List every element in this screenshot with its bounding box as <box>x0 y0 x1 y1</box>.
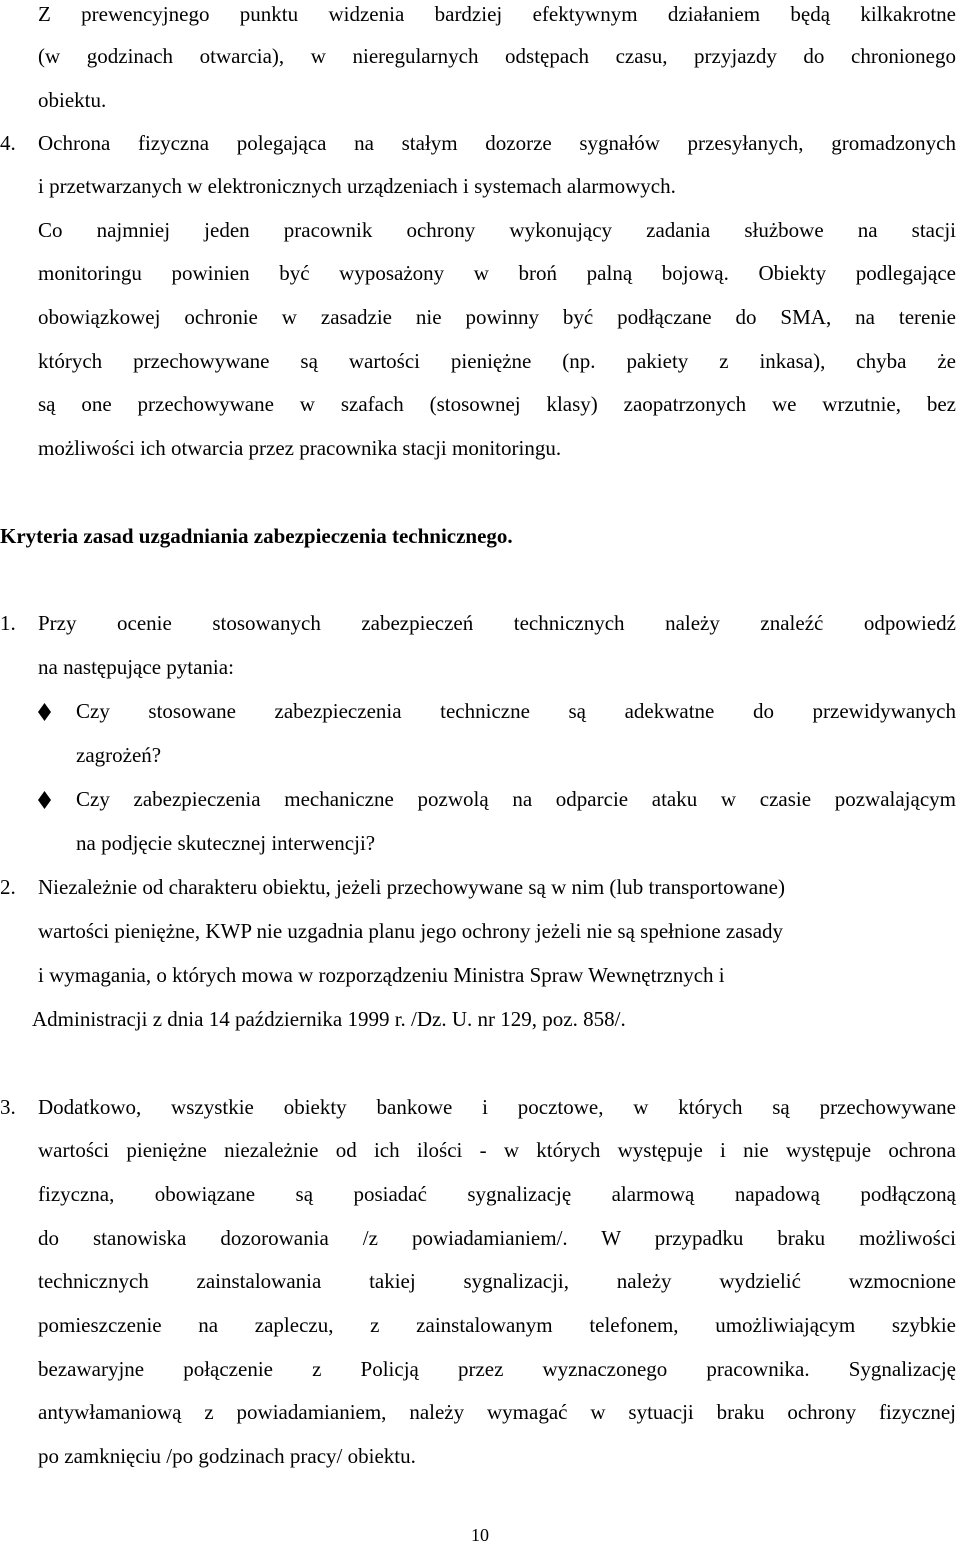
text-line: możliwości ich otwarcia przez pracownika stacji monitoringu. <box>38 436 562 460</box>
text-line: Z prewencyjnego punktu widzenia bardziej efektywnym działaniem będą kilkakrotne <box>38 2 956 26</box>
text-line: Przy ocenie stosowanych zabezpieczeń technicznych należy znaleźć odpowiedź <box>38 611 956 635</box>
text-line: technicznych zainstalowania takiej sygnalizacji, należy wydzielić wzmocnione <box>38 1269 956 1293</box>
text-line: pomieszczenie na zapleczu, z zainstalowanym telefonem, umożliwiającym szybkie <box>38 1313 956 1337</box>
text-line: Czy zabezpieczenia mechaniczne pozwolą na odparcie ataku w czasie pozwalającym <box>76 787 956 811</box>
text-line: Co najmniej jeden pracownik ochrony wykonujący zadania służbowe na stacji <box>38 218 956 242</box>
text-line: i przetwarzanych w elektronicznych urządzeniach i systemach alarmowych. <box>38 174 676 198</box>
list-number: 1. <box>0 611 16 635</box>
text-line: zagrożeń? <box>76 743 162 767</box>
text-line: bezawaryjne połączenie z Policją przez wyznaczonego pracownika. Sygnalizację <box>38 1357 956 1381</box>
diamond-bullet-icon <box>37 702 52 722</box>
text-line: których przechowywane są wartości pieniężne (np. pakiety z inkasa), chyba że <box>38 349 956 373</box>
diamond-bullet-icon <box>37 790 52 810</box>
text-line: Administracji z dnia 14 października 1999 r. /Dz. U. nr 129, poz. 858/. <box>32 1007 626 1031</box>
text-line: fizyczna, obowiązane są posiadać sygnalizację alarmową napadową podłączoną <box>38 1182 956 1206</box>
text-line: po zamknięciu /po godzinach pracy/ obiektu. <box>38 1444 416 1468</box>
page-number: 10 <box>471 1525 489 1545</box>
text-line: obiektu. <box>38 88 107 112</box>
text-line: wartości pieniężne niezależnie od ich ilości - w których występuje i nie występuje ochrona <box>38 1138 956 1162</box>
text-line: obowiązkowej ochronie w zasadzie nie powinny być podłączane do SMA, na terenie <box>38 305 956 329</box>
text-line: wartości pieniężne, KWP nie uzgadnia planu jego ochrony jeżeli nie są spełnione zasady <box>38 919 784 943</box>
text-line: są one przechowywane w szafach (stosownej klasy) zaopatrzonych we wrzutnie, bez <box>38 392 956 416</box>
text-line: antywłamaniową z powiadamianiem, należy wymagać w sytuacji braku ochrony fizycznej <box>38 1400 956 1424</box>
text-line: Niezależnie od charakteru obiektu, jeżeli przechowywane są w nim (lub transportowane) <box>38 875 785 899</box>
text-line: (w godzinach otwarcia), w nieregularnych odstępach czasu, przyjazdy do chronionego <box>38 44 956 68</box>
list-number: 3. <box>0 1095 16 1119</box>
text-line: i wymagania, o których mowa w rozporządzeniu Ministra Spraw Wewnętrznych i <box>38 963 725 987</box>
text-line: monitoringu powinien być wyposażony w broń palną bojową. Obiekty podlegające <box>38 261 956 285</box>
text-line: Dodatkowo, wszystkie obiekty bankowe i pocztowe, w których są przechowywane <box>38 1095 956 1119</box>
text-line: na podjęcie skutecznej interwencji? <box>76 831 376 855</box>
section-heading: Kryteria zasad uzgadniania zabezpieczenia technicznego. <box>0 524 513 548</box>
text-line: Czy stosowane zabezpieczenia techniczne są adekwatne do przewidywanych <box>76 699 956 723</box>
text-line: Ochrona fizyczna polegająca na stałym dozorze sygnałów przesyłanych, gromadzonych <box>38 131 956 155</box>
list-number: 2. <box>0 875 16 899</box>
text-line: na następujące pytania: <box>38 655 234 679</box>
list-number: 4. <box>0 131 16 155</box>
text-line: do stanowiska dozorowania /z powiadamianiem/. W przypadku braku możliwości <box>38 1226 956 1250</box>
